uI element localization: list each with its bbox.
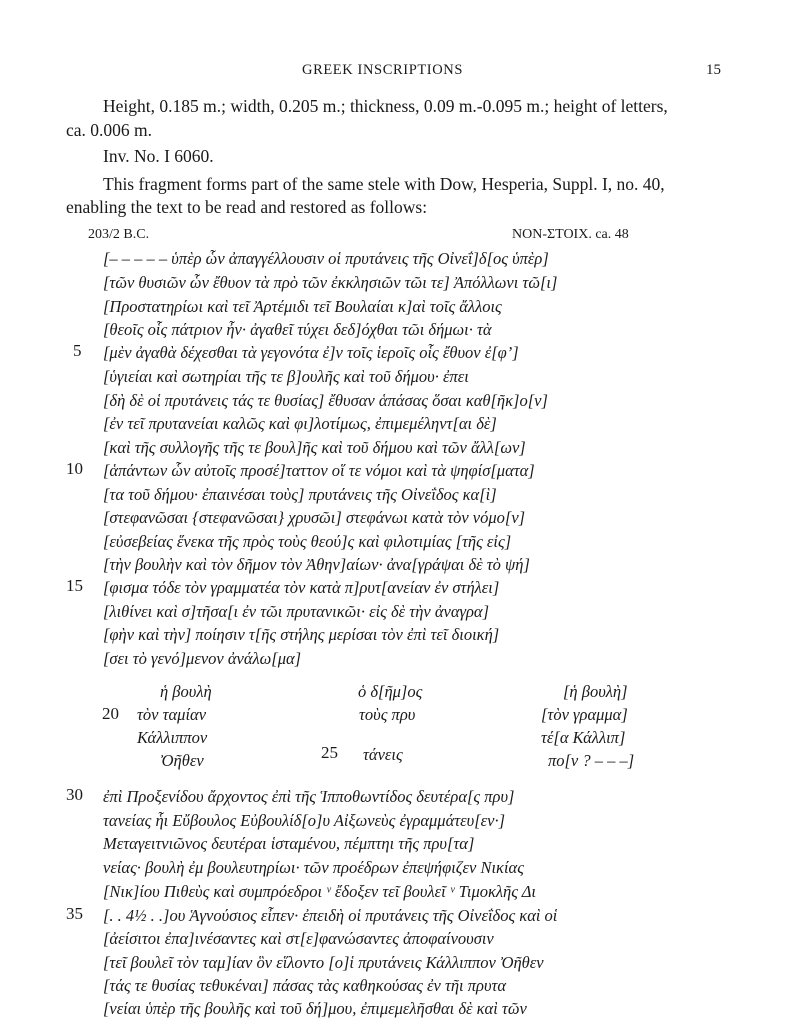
inscription-line: [τὴν βουλὴν καὶ τὸν δῆμον τὸν Ἀθην]αίων· ἀνα[γράψαι δὲ τὸ ψή]: [103, 555, 530, 574]
crown-right-text: [ἡ βουλὴ]: [563, 682, 628, 701]
running-title: GREEK INSCRIPTIONS: [302, 62, 464, 78]
inscription-line: [σει τὸ γενό]μενον ἀνάλω[μα]: [103, 649, 302, 668]
inscription-line: [εὐσεβείας ἕνεκα τῆς πρὸς τοὺς θεού]ς καὶ φιλοτιμίας [τῆς εἰς]: [103, 532, 512, 551]
line-number: 15: [66, 576, 83, 595]
crown-left-text: Ὀῆθεν: [160, 751, 204, 770]
inscription-line: [Προστατηρίωι καὶ τεῖ Ἀρτέμιδι τεῖ Βουλαίαι κ]αὶ τοῖς ἄλλοις: [103, 297, 502, 316]
stoichedon-note: NON-ΣΤΟΙΧ. ca. 48: [512, 227, 629, 242]
crown-right-text: πο[ν ? – – –]: [548, 751, 635, 770]
decree-line: τανείας ἧι Εὔβουλος Εὐβουλίδ[ο]υ Αἰξωνεὺς ἐγραμμάτευ[εν·]: [103, 811, 506, 830]
inscription-line: [τα τοῦ δήμου· ἐπαινέσαι τοὺς] πρυτάνεις τῆς Οἰνεΐδος κα[ὶ]: [103, 485, 497, 504]
line-number: 35: [66, 904, 83, 923]
inscription-line: [ἁπάντων ὧν αὐτοῖς προσέ]ταττον οἵ τε νόμοι καὶ τὰ ψηφίσ[ματα]: [103, 461, 535, 480]
crown-middle-text: τάνεις: [363, 745, 403, 764]
inscription-line: [τῶν θυσιῶν ὧν ἔθυον τὰ πρὸ τῶν ἐκκλησιῶν τῶι τε] Ἀπόλλωνι τῶ[ι]: [103, 273, 558, 292]
crown-left-text: τὸν ταμίαν: [137, 705, 207, 724]
decree-line: νείας· βουλὴ ἐμ βουλευτηρίωι· τῶν προέδρων ἐπεψήφιζεν Νικίας: [103, 858, 524, 877]
inscription-date: 203/2 B.C.: [88, 227, 150, 242]
crown-left-text: Κάλλιππον: [137, 728, 208, 747]
decree-line: ἐπὶ Προξενίδου ἄρχοντος ἐπὶ τῆς Ἱπποθωντίδος δευτέρα[ς πρυ]: [103, 787, 515, 806]
page-number: 15: [706, 62, 721, 78]
inscription-line: [φὴν καὶ τὴν] ποίησιν τ[ῆς στήλης μερίσαι τὸν ἐπὶ τεῖ διοική]: [103, 625, 500, 644]
crown-middle-text: ὁ δ[ῆμ]ος: [358, 682, 423, 701]
decree-line: [νείαι ὑπὲρ τῆς βουλῆς καὶ τοῦ δή]μου, ἐπιμεμελῆσθαι δὲ καὶ τῶν: [103, 999, 527, 1018]
decree-line: Μεταγειτνιῶνος δευτέραι ἱσταμένου, πέμπτηι τῆς πρυ[τα]: [103, 834, 475, 853]
line-number: 5: [73, 341, 82, 360]
inscription-line: [ὑγιείαι καὶ σωτηρίαι τῆς τε β]ουλῆς καὶ τοῦ δήμου· ἐπει: [103, 367, 469, 386]
fragment-note-line-1: This fragment forms part of the same stele with Dow, Hesperia, Suppl. I, no. 40,: [103, 174, 665, 194]
crown-left-text: ἡ βουλὴ: [160, 682, 212, 701]
inscription-line: [θεοῖς οἷς πάτριον ἦν· ἀγαθεῖ τύχει δεδ]όχθαι τῶι δήμωι· τὰ: [103, 320, 492, 339]
line-number: 20: [102, 704, 119, 723]
line-number: 30: [66, 785, 83, 804]
inscription-line: [μὲν ἀγαθὰ δέχεσθαι τὰ γεγονότα ἐ]ν τοῖς ἱεροῖς οἷς ἔθυον ἐ[φ’]: [103, 343, 519, 362]
decree-line: [. . 4½ . .]ου Ἁγνούσιος εἶπεν· ἐπειδὴ οἱ πρυτάνεις τῆς Οἰνεΐδος καὶ οἱ: [103, 906, 558, 925]
inscription-line: [καὶ τῆς συλλογῆς τῆς τε βουλ]ῆς καὶ τοῦ δήμου καὶ τῶν ἄλλ[ων]: [103, 438, 526, 457]
measurements-line-1: Height, 0.185 m.; width, 0.205 m.; thickness, 0.09 m.-0.095 m.; height of letters,: [103, 96, 668, 116]
inscription-line: [στεφανῶσαι {στεφανῶσαι} χρυσῶι] στεφάνωι κατὰ τὸν νόμο[ν]: [103, 508, 526, 527]
fragment-note-line-2: enabling the text to be read and restored as follows:: [66, 197, 428, 217]
line-number: 25: [321, 743, 338, 762]
inscription-line: [φισμα τόδε τὸν γραμματέα τὸν κατὰ π]ρυτ[ανείαν ἐν στήλει]: [103, 578, 500, 597]
decree-line: [ἀείσιτοι ἐπα]ινέσαντες καὶ στ[ε]φανώσαντες ἀποφαίνουσιν: [103, 929, 494, 948]
decree-line: [Νικ]ίου Πιθεὺς καὶ συμπρόεδροι ᵛ ἔδοξεν τεῖ βουλεῖ ᵛ Τιμοκλῆς Δι: [103, 882, 537, 901]
line-number: 10: [66, 459, 83, 478]
measurements-line-2: ca. 0.006 m.: [66, 120, 153, 140]
inscription-line: [ἐν τεῖ πρυτανείαι καλῶς καὶ φι]λοτίμως, ἐπιμεμέληντ[αι δὲ]: [103, 414, 497, 433]
inventory-number: Inv. No. I 6060.: [103, 146, 214, 166]
crown-right-text: τέ[α Κάλλιπ]: [541, 728, 626, 747]
crown-right-text: [τὸν γραμμα]: [541, 705, 628, 724]
inscription-line: [δὴ δὲ οἱ πρυτάνεις τάς τε θυσίας] ἔθυσαν ἁπάσας ὅσαι καθ[ῆκ]ο[ν]: [103, 391, 548, 410]
inscription-line: [λιθίνει καὶ σ]τῆσα[ι ἐν τῶι πρυτανικῶι· εἰς δὲ τὴν ἀναγρα]: [103, 602, 489, 621]
crown-middle-text: τοὺς πρυ: [359, 705, 416, 724]
inscription-line: [– – – – – ὑπὲρ ὧν ἀπαγγέλλουσιν οἱ πρυτάνεις τῆς Οἰνεΐ]δ[ος ὑπὲρ]: [103, 249, 549, 268]
decree-line: [τεῖ βουλεῖ τὸν ταμ]ίαν ὃν εἵλοντο [ο]ἱ πρυτάνεις Κάλλιππον Ὀῆθεν: [103, 953, 544, 972]
decree-line: [τάς τε θυσίας τεθυκέναι] πάσας τὰς καθηκούσας ἐν τῆι πρυτα: [103, 976, 507, 995]
